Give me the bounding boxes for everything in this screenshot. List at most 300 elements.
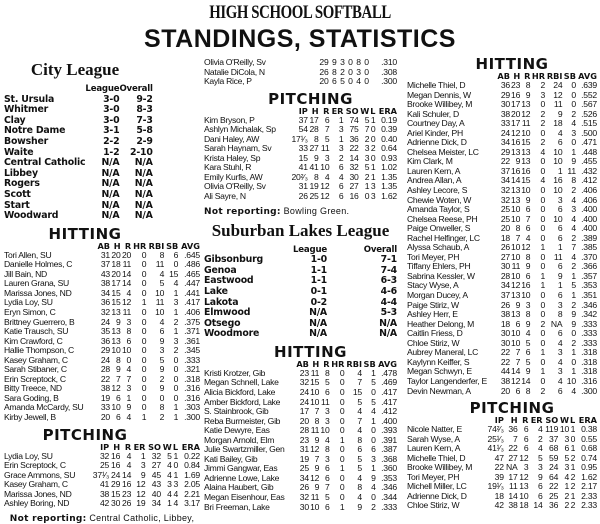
stat-value: 10 [121, 345, 132, 356]
stat-value: 4 [571, 223, 576, 234]
player-name: Aubrey Maneral, LC [407, 347, 479, 358]
standings-row [4, 190, 153, 201]
stat-value: 9 [515, 299, 521, 310]
stat-value: 43 [151, 479, 161, 490]
stat-value: 10 [553, 146, 563, 157]
stat-value: 2 [570, 471, 576, 482]
stat-value: 11 [155, 297, 165, 308]
stat-value: 0 [540, 156, 546, 167]
stat-value: 0 [540, 194, 546, 205]
col-overall: Overall [119, 84, 153, 94]
player-name: Sarah Stibaner, C [4, 364, 67, 375]
stat-value: 0 [540, 165, 546, 176]
stat-value: 15 [111, 297, 121, 308]
stat-value: 10 [521, 290, 531, 301]
stat-value: 24 [553, 80, 563, 90]
pitching-row [4, 480, 200, 490]
stat-value: 3 [167, 479, 172, 490]
stat-value: 9 [571, 156, 576, 167]
stat-value: 10 [521, 185, 531, 196]
stat-value: 6 [557, 261, 563, 272]
stat-value: 10 [511, 213, 521, 224]
stat-value: 16 [521, 165, 531, 176]
stat-value: 0 [364, 76, 369, 87]
player-name: Lydia Loy, SU [4, 297, 53, 308]
stat-value: 14 [508, 490, 518, 501]
player-name: Kaylynn Keiffer, S [407, 356, 470, 367]
stat-value: 11 [310, 367, 320, 378]
stat-value: .393 [381, 425, 397, 436]
stat-value: 6 [338, 181, 344, 192]
stat-value: 16 [521, 280, 531, 291]
team-name: Start [4, 199, 30, 211]
stat-value: 0 [173, 259, 179, 270]
stat-value: 47 [494, 452, 504, 463]
stat-value: 0 [141, 287, 147, 298]
stat-value: 1.35 [381, 181, 397, 192]
league-record: 3-0 [103, 93, 120, 105]
stat-value: 16 [511, 165, 521, 176]
player-name: Kali Schuler, D [407, 108, 459, 119]
team-name: Elmwood [204, 307, 251, 319]
league-record: N/A [309, 317, 327, 329]
stat-value: .368 [381, 453, 397, 464]
stat-value: 4 [564, 471, 570, 482]
player-name: Krista Haley, Sp [204, 152, 261, 163]
overall-record: N/A [134, 178, 153, 190]
overall-record: 5-8 [136, 125, 153, 137]
col-overall: Overall [363, 244, 397, 255]
stat-value: 26 [122, 498, 132, 509]
stat-value: 0 [339, 453, 345, 464]
city-hitting-title: HITTING [48, 224, 122, 243]
stat-value: .375 [184, 316, 200, 327]
column-header: H [113, 441, 121, 452]
stat-value: 4 [159, 268, 165, 279]
stat-value: 9 [314, 463, 320, 474]
stat-value: 3 [571, 204, 576, 215]
stat-value: 12 [136, 488, 146, 499]
stat-value: 15 [111, 287, 121, 298]
stat-value: NA [506, 462, 518, 473]
nlc-pitching-title: PITCHING [268, 89, 353, 108]
stat-value: 9 [159, 335, 165, 346]
stat-value: 2 [570, 500, 576, 511]
stat-value: 8 [314, 171, 319, 182]
column-header: R [124, 441, 132, 452]
stat-value: .406 [581, 185, 597, 196]
pitching-row [407, 501, 597, 511]
stat-value: 3 [140, 460, 146, 471]
stat-value: 4 [538, 443, 543, 454]
stat-value: 3 [173, 335, 179, 346]
player-name: Bri Freeman, Lake [204, 501, 270, 512]
overall-record: 2-9 [136, 135, 153, 147]
stat-value: 6 [324, 501, 330, 512]
stat-value: 2 [540, 137, 546, 148]
stat-value: 12 [320, 181, 330, 192]
stat-value: 9 [159, 364, 165, 375]
stat-value: .318 [581, 356, 597, 367]
stat-value: 4 [126, 450, 132, 461]
pitching-row [407, 463, 597, 473]
suburban-hitting-table [204, 360, 397, 512]
stat-value: 5 [525, 356, 531, 367]
stat-value: .310 [381, 57, 397, 67]
stat-value: 0 [571, 80, 576, 90]
stat-value: 41 [298, 162, 308, 173]
stat-value: 6 [324, 114, 330, 125]
stat-value: 4 [357, 406, 362, 417]
stat-value: 3 [338, 143, 344, 154]
player-name: Sara Goding, B [4, 392, 59, 403]
stat-value: 6 [357, 444, 362, 455]
column-header: R [323, 358, 330, 369]
stat-value: 0 [571, 99, 576, 110]
stat-value: 0 [571, 328, 576, 339]
stat-value: 1.69 [184, 469, 200, 480]
stat-value: 34 [500, 175, 510, 186]
stat-value: 6 [515, 385, 521, 396]
stat-value: 3 [324, 406, 330, 417]
stat-value: 1.62 [381, 191, 397, 202]
column-header: L [172, 441, 179, 452]
stat-value: .455 [581, 156, 597, 167]
stat-value: 37 [549, 433, 559, 444]
stat-value: 3 [173, 479, 179, 490]
stat-value: 27 [508, 452, 518, 463]
stat-value: 28 [500, 270, 510, 281]
stat-value: 9 [571, 318, 576, 329]
stat-value: .417 [381, 387, 397, 397]
stat-value: 35 [100, 326, 111, 337]
pitching-row [407, 492, 597, 502]
stat-value: 38 [100, 383, 111, 394]
stat-value: 20 [100, 412, 111, 423]
stat-value: 0 [570, 433, 576, 444]
player-name: Paige Stiriz, W [407, 299, 459, 310]
player-name: Olivia O'Reilly, Sv [204, 57, 266, 67]
stat-value: 1 [571, 347, 576, 358]
right-pitching-table [407, 416, 597, 511]
stat-value: 28 [100, 364, 111, 375]
stat-value: 31 [299, 444, 309, 455]
player-name: Ashley Lecore, S [407, 185, 468, 196]
stat-value: 14 [511, 175, 521, 186]
stat-value: 11 [122, 259, 132, 270]
city-hitting-table [4, 242, 200, 423]
column-header: ER [133, 441, 146, 452]
player-name: Kasey Graham, C [4, 479, 68, 490]
stat-value: 26 [500, 299, 510, 310]
stat-value: 19 [100, 392, 111, 403]
stat-value: 74 [349, 114, 359, 125]
stat-value: 31 [100, 249, 111, 260]
stat-value: 10 [111, 402, 121, 413]
stat-value: 16 [553, 175, 563, 186]
city-not-reporting: Not reporting: Central Catholic, Libbey, [9, 512, 195, 524]
stat-value: 0 [339, 472, 345, 483]
team-name: Clay [4, 114, 26, 126]
stat-value: 0 [159, 392, 165, 403]
stat-value: .432 [581, 165, 597, 176]
stat-value: 0 [141, 345, 147, 356]
stat-value: 6 [557, 290, 563, 301]
hitting-row [204, 483, 397, 493]
stat-value: .447 [184, 278, 200, 289]
team-name: Otsego [204, 317, 241, 329]
stat-value: 0 [339, 482, 345, 493]
stat-value: 33 [500, 118, 510, 129]
stat-value: 5 [371, 396, 376, 407]
stat-value: 5 [340, 76, 345, 87]
stat-value: 0 [141, 259, 147, 270]
player-name: Tiffany Ehlers, PH [407, 261, 471, 272]
stat-value: 3 [338, 124, 344, 135]
player-name: Danielle Holmes, C [4, 259, 73, 270]
stat-value: 10 [511, 328, 521, 339]
stat-value: 36 [100, 297, 111, 308]
column-header: HR [331, 358, 345, 369]
stat-value: 9 [557, 270, 563, 281]
team-name: Eastwood [204, 275, 254, 287]
stat-value: 12 [553, 89, 563, 100]
nlc-suburban-column [204, 58, 397, 512]
stat-value: 4 [357, 492, 362, 503]
column-header: IP [100, 441, 110, 452]
stat-value: 5 [324, 377, 330, 388]
stat-value: 3 [557, 347, 563, 358]
stat-value: .357 [581, 270, 597, 281]
stat-value: 4 [324, 434, 330, 445]
stat-value: 0.84 [184, 460, 200, 471]
stat-value: 6 [338, 191, 344, 202]
stat-value: 3 [364, 152, 370, 163]
player-name: Reba Burmeister, Gib [204, 415, 281, 426]
stat-value: 0 [348, 57, 353, 67]
col-league: League [85, 84, 120, 94]
pitching-row [4, 461, 200, 471]
league-record: N/A [309, 307, 327, 319]
stat-value: .389 [581, 232, 597, 243]
stat-value: 7 [512, 433, 518, 444]
stat-value: 3 [370, 181, 376, 192]
stat-value: 7 [115, 373, 121, 384]
stat-value: 18 [519, 500, 529, 511]
stat-value: 34 [500, 137, 510, 148]
stat-value: 2.21 [184, 488, 200, 499]
player-name: Jill Bain, ND [4, 268, 47, 279]
hitting-row [204, 455, 397, 465]
player-name: Lauren Kern, A [407, 443, 461, 454]
stat-value: 40 [151, 488, 161, 499]
stat-value: 30 [110, 498, 121, 509]
stat-value: 4 [557, 356, 563, 367]
stat-value: 34 [100, 287, 111, 298]
stat-value: 20²⁄₃ [291, 171, 308, 182]
stat-value: 13 [521, 146, 531, 157]
stat-value: .639 [581, 80, 597, 90]
stat-value: 1 [141, 412, 147, 423]
stat-value: 2 [159, 373, 165, 384]
stat-value: 10 [320, 162, 330, 173]
stat-value: 9 [126, 402, 132, 413]
stat-value: 12 [310, 472, 320, 483]
stat-value: 0 [371, 492, 376, 503]
stat-value: 7 [357, 415, 362, 426]
stat-value: 13 [111, 307, 121, 317]
stat-value: 20 [511, 108, 521, 119]
stat-value: 1.62 [581, 471, 597, 482]
stat-value: .526 [581, 108, 597, 119]
stat-value: 27 [349, 181, 359, 192]
stat-value: 0 [371, 425, 376, 436]
stat-value: 3 [126, 383, 132, 394]
stat-value: .346 [381, 482, 397, 493]
player-name: Stacy Wyse, A [407, 280, 459, 291]
stat-value: 4 [173, 278, 179, 289]
stat-value: 0 [173, 383, 179, 394]
stat-value: 0 [141, 326, 147, 337]
stat-value: .391 [381, 434, 397, 445]
player-name: Marissa Jones, ND [4, 488, 72, 499]
city-standings-table [4, 84, 153, 222]
league-record: N/A [101, 188, 120, 200]
player-name: Kayla Rice, P [204, 76, 252, 87]
stat-value: 32 [151, 450, 161, 461]
stat-value: 4 [571, 385, 576, 396]
stat-value: 0 [141, 268, 147, 279]
stat-value: 27 [151, 460, 161, 471]
stat-value: .300 [581, 385, 597, 396]
stat-value: 6 [557, 385, 563, 396]
stat-value: 0.55 [581, 433, 597, 444]
stat-value: .567 [581, 99, 597, 110]
stat-value: 5 [371, 377, 376, 388]
stat-value: .406 [581, 194, 597, 205]
stat-value: 0 [339, 367, 345, 378]
stat-value: 10 [559, 424, 570, 435]
stat-value: 11 [155, 259, 165, 270]
stat-value: 24 [299, 387, 309, 397]
player-name: Tori Allen, SU [4, 249, 52, 260]
stat-value: 13 [111, 326, 121, 337]
stat-value: 16 [110, 450, 121, 461]
stat-value: .387 [381, 444, 397, 455]
stat-value: 20 [111, 268, 121, 279]
city-league-title: City League [30, 60, 120, 79]
stat-value: 6 [538, 490, 543, 501]
stat-value: 4 [538, 424, 543, 435]
stat-value: 4 [357, 425, 362, 436]
stat-value: 13 [521, 99, 531, 110]
stat-value: 29 [110, 479, 121, 490]
stat-value: .371 [184, 326, 200, 337]
team-name: Waite [4, 146, 34, 158]
stat-value: 54 [298, 124, 308, 135]
stat-value: 4 [540, 146, 546, 157]
stat-value: 64 [549, 471, 559, 482]
stat-value: 8 [525, 80, 531, 90]
stat-value: 42 [494, 500, 504, 511]
column-header: H [311, 105, 319, 116]
stat-value: 31 [298, 181, 308, 192]
suburban-hitting-title: HITTING [274, 342, 347, 361]
player-name: Ashlyn Michalak, Sp [204, 124, 276, 135]
column-header: RBI [346, 358, 362, 369]
pitching-row [407, 454, 597, 464]
stat-value: .400 [581, 204, 597, 215]
overall-record: 2-10 [130, 146, 153, 158]
stat-value: .417 [184, 297, 200, 308]
stat-value: 8 [314, 133, 319, 144]
stat-value: 7 [314, 406, 320, 417]
stat-value: 32 [349, 162, 359, 173]
stat-value: 11 [553, 99, 563, 110]
stat-value: 4 [126, 364, 132, 375]
stat-value: 27 [500, 251, 510, 262]
player-name: Sarah Wyse, A [407, 433, 460, 444]
stat-value: 1 [338, 133, 344, 144]
stat-value: 9 [525, 194, 531, 205]
stat-value: 1 [370, 114, 376, 125]
league-record: N/A [101, 157, 120, 169]
league-record: 0-2 [310, 296, 327, 308]
stat-value: 34 [299, 472, 309, 483]
column-header: SO [545, 415, 559, 426]
player-name: Emily Kurfis, AW [204, 171, 263, 182]
player-name: Morgan Ducey, A [407, 290, 468, 301]
stat-value: 1 [173, 450, 179, 461]
stat-value: 0 [339, 377, 345, 388]
overall-record: 9-2 [136, 93, 153, 105]
stat-value: 2 [538, 433, 543, 444]
stat-value: 1 [339, 463, 345, 474]
team-name: Lakota [204, 296, 239, 308]
stat-value: 9 [115, 316, 121, 327]
stat-value: 7 [364, 124, 370, 135]
column-header: H [312, 358, 320, 369]
overall-record: 5-3 [380, 307, 397, 319]
stat-value: 17 [508, 471, 518, 482]
hitting-row [204, 77, 397, 87]
stat-value: 29 [100, 345, 111, 356]
stat-value: 4 [557, 127, 563, 138]
stat-value: .500 [581, 127, 597, 138]
stat-value: 68 [549, 443, 559, 454]
league-record: 3-0 [103, 104, 120, 116]
column-header: RBI [148, 240, 165, 251]
stat-value: 22 [494, 462, 504, 473]
stat-value: 0 [571, 356, 576, 367]
stat-value: 26 [298, 191, 308, 202]
player-name: Taylor Langenderfer, E [407, 375, 487, 386]
stat-value: 32 [500, 194, 510, 205]
stat-value: .333 [381, 501, 397, 512]
column-header: ER [331, 105, 344, 116]
stat-value: 37 [500, 290, 510, 301]
stat-value: 2.33 [581, 500, 597, 511]
stat-value: 3 [564, 433, 570, 444]
stat-value: 0 [540, 223, 546, 234]
stat-value: 2 [570, 481, 576, 492]
stat-value: 0 [141, 402, 147, 413]
stat-value: 8 [525, 309, 531, 320]
stat-value: .412 [581, 175, 597, 186]
stat-value: 4 [126, 287, 132, 298]
stat-value: 12 [521, 108, 531, 119]
team-name: Woodward [4, 210, 59, 222]
